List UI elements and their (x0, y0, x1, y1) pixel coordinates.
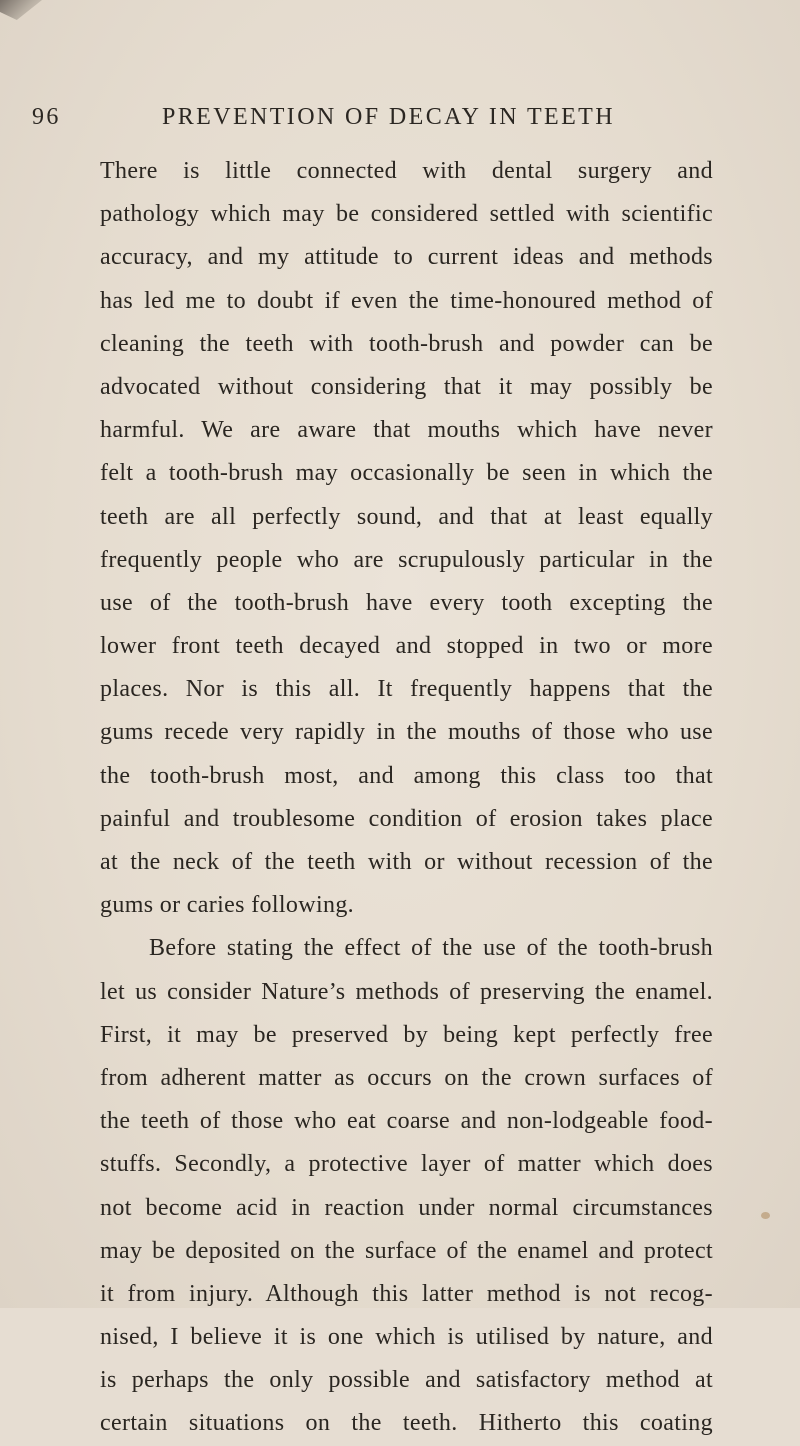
paper-speck (761, 1212, 770, 1219)
paragraph-end-line: gums or caries following. (100, 892, 355, 919)
text-line: cleaning the teeth with tooth-brush and powder can be (100, 330, 713, 357)
text-line: accuracy, and my attitude to current ideas and methods (100, 244, 713, 271)
page-number: 96 (32, 104, 61, 130)
text-line: lower front teeth decayed and stopped in two or more (100, 633, 713, 660)
text-line: is perhaps the only possible and satisfactory method at (100, 1367, 713, 1394)
body-text (100, 150, 713, 1446)
text-line: the teeth of those who eat coarse and non-lodgeable food- (100, 1108, 713, 1135)
text-line: use of the tooth-brush have every tooth excepting the (100, 589, 713, 616)
text-line: painful and troublesome condition of erosion takes place (100, 805, 713, 832)
text-line: advocated without considering that it may possibly be (100, 373, 713, 400)
paragraph-first-line: Before stating the effect of the use of the tooth-brush (149, 935, 713, 962)
text-line: nised, I believe it is one which is utilised by nature, and (100, 1324, 713, 1351)
page-corner-mark (0, 0, 42, 20)
text-line: pathology which may be considered settled with scientific (100, 201, 713, 228)
running-head (32, 104, 722, 140)
text-line: teeth are all perfectly sound, and that at least equally (100, 503, 713, 530)
text-line: frequently people who are scrupulously particular in the (100, 546, 713, 573)
text-line: felt a tooth-brush may occasionally be seen in which the (100, 460, 713, 487)
text-line: at the neck of the teeth with or without recession of the (100, 849, 713, 875)
text-line: the tooth-brush most, and among this class too that (100, 762, 713, 789)
text-line: certain situations on the teeth. Hitherto this coating (100, 1410, 713, 1437)
text-line: may be deposited on the surface of the enamel and protect (100, 1237, 713, 1264)
text-line: not become acid in reaction under normal circumstances (100, 1194, 713, 1221)
text-line: There is little connected with dental surgery and (100, 158, 713, 184)
text-line: it from injury. Although this latter method is not recog- (100, 1280, 713, 1307)
text-line: harmful. We are aware that mouths which have never (100, 417, 713, 444)
text-line: from adherent matter as occurs on the crown surfaces of (100, 1064, 713, 1091)
text-line: places. Nor is this all. It frequently happens that the (100, 676, 713, 703)
text-line: let us consider Nature’s methods of preserving the enamel. (100, 978, 713, 1005)
text-line: stuffs. Secondly, a protective layer of matter which does (100, 1151, 713, 1178)
running-title: PREVENTION OF DECAY IN TEETH (162, 104, 615, 130)
text-line: gums recede very rapidly in the mouths of those who use (100, 719, 713, 746)
text-line: has led me to doubt if even the time-honoured method of (100, 287, 713, 314)
text-line: First, it may be preserved by being kept perfectly free (100, 1021, 713, 1048)
